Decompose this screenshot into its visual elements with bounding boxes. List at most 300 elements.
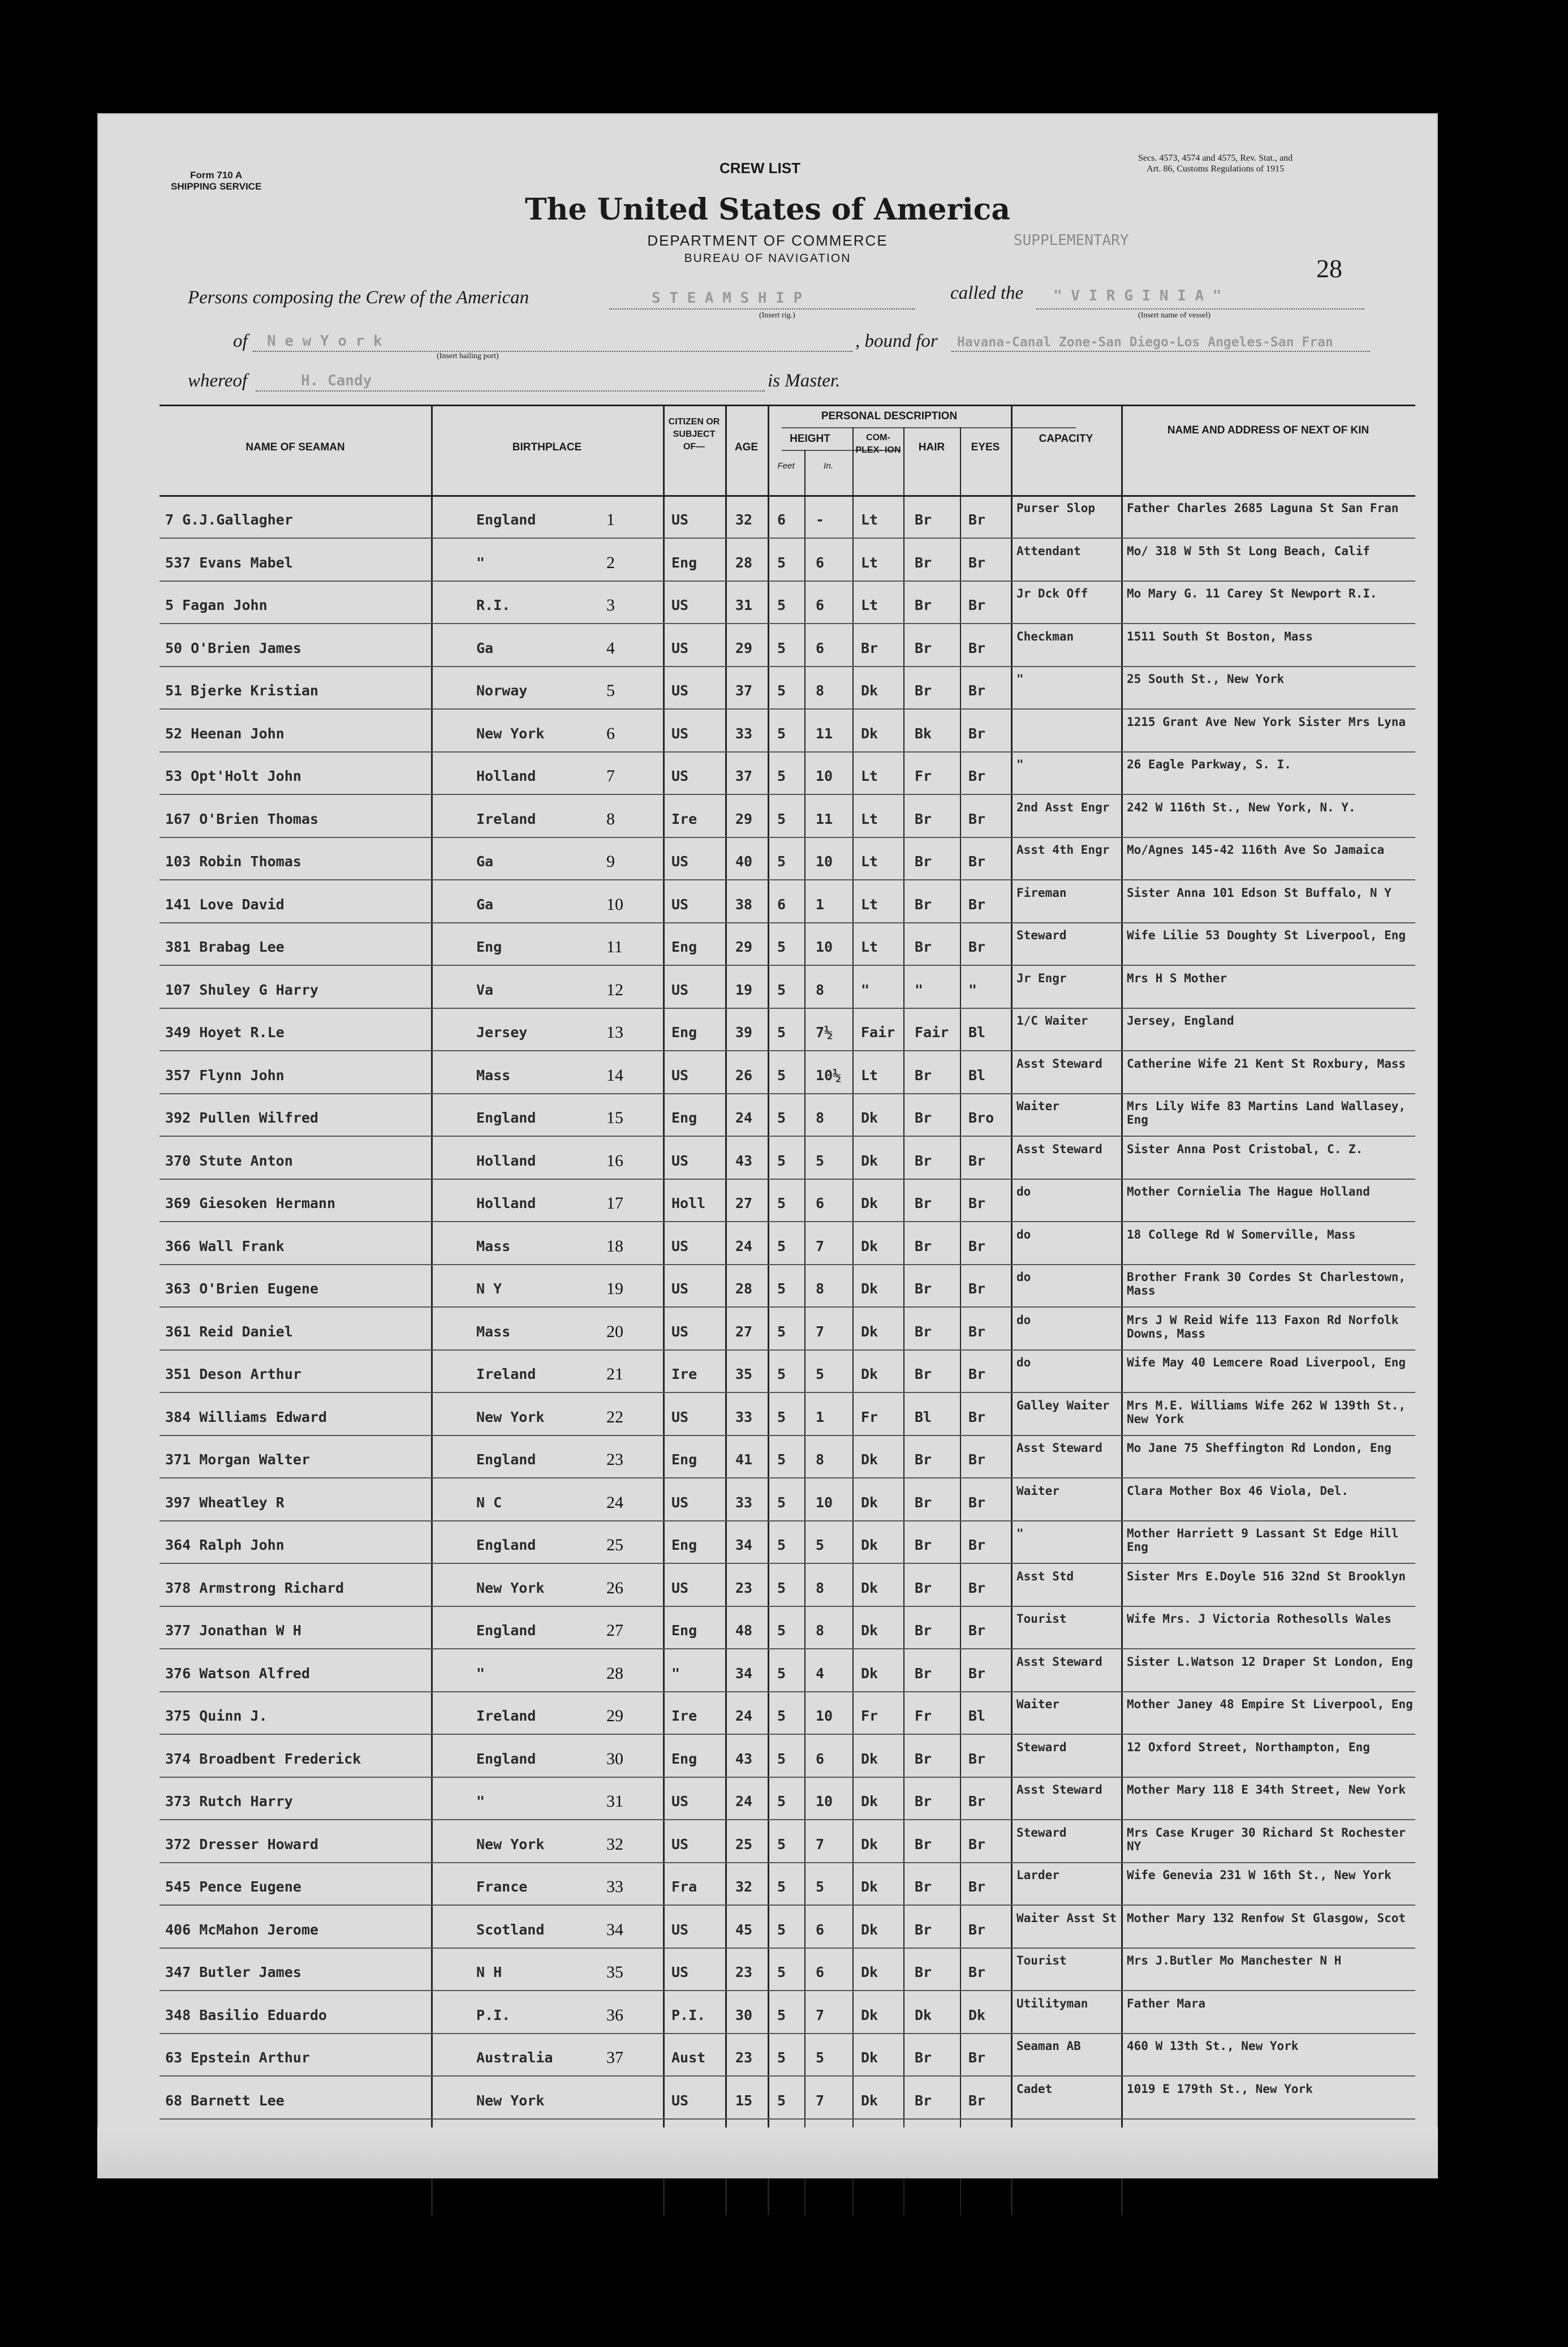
row-number: 3 [606,596,615,614]
hair: Br [915,1237,932,1254]
birthplace: England [476,1537,536,1553]
height-feet: 5 [777,1152,786,1169]
complexion: Lt [861,810,878,827]
eyes: " [968,981,977,998]
complexion: Dk [861,725,878,742]
row-number: 36 [606,2005,623,2024]
citizenship: Eng [671,1537,697,1553]
age: 38 [735,896,753,913]
seaman-name: 103 Robin Thomas [165,853,301,870]
height-feet: 5 [777,1366,786,1382]
eyes: Br [968,725,986,742]
row-number: 20 [606,1322,623,1341]
row-rule [160,1563,1415,1564]
age: 27 [735,1195,753,1211]
height-feet: 5 [777,768,786,784]
hair: Br [915,1152,932,1169]
complexion: Lt [861,896,878,913]
header-feet: Feet [777,461,795,471]
birthplace: New York [476,725,545,742]
complexion: Dk [861,1366,878,1382]
next-of-kin: Wife May 40 Lemcere Road Liverpool, Eng [1127,1356,1406,1369]
seaman-name: 537 Evans Mabel [165,554,293,571]
capacity: Jr Engr [1016,971,1067,985]
row-rule [160,1990,1415,1991]
hair: Fr [915,768,932,784]
seaman-name: 107 Shuley G Harry [165,981,318,998]
row-rule [160,1050,1415,1051]
eyes: Br [968,1280,986,1297]
citizenship: P.I. [671,2006,706,2023]
height-inches: 6 [816,1195,825,1211]
row-number: 10 [606,895,623,914]
birthplace: Mass [476,1237,511,1254]
header-capacity: CAPACITY [1039,433,1093,445]
seaman-name: 361 Reid Daniel [165,1323,293,1340]
row-number: 4 [606,638,615,657]
height-feet: 5 [777,1879,786,1895]
height-inches: 8 [816,1579,825,1596]
complexion: Dk [861,1195,878,1211]
age: 34 [735,1665,753,1682]
height-feet: 5 [777,1665,786,1682]
row-rule [160,623,1415,624]
seaman-name: 545 Pence Eugene [165,1879,301,1895]
header-eyes: EYES [971,441,1000,453]
row-rule [160,2075,1415,2077]
seaman-name: 364 Ralph John [165,1537,285,1553]
eyes: Br [968,1622,986,1639]
row-number: 6 [606,724,615,743]
capacity: 2nd Asst Engr [1016,800,1110,814]
seaman-name: 376 Watson Alfred [165,1665,310,1682]
complexion: Dk [861,1921,878,1938]
row-rule [160,1905,1415,1906]
hair: Br [915,853,932,870]
birthplace: Ireland [476,810,536,827]
height-feet: 5 [777,1836,786,1852]
row-number: 28 [606,1663,623,1683]
capacity: Purser Slop [1016,501,1096,515]
height-feet: 5 [777,2092,786,2109]
eyes: Bro [968,1110,994,1126]
age: 29 [735,810,753,827]
age: 33 [735,725,753,742]
row-rule [160,708,1415,710]
hair: Br [915,1067,932,1084]
birthplace: Ga [476,896,494,913]
row-rule [160,1477,1415,1478]
next-of-kin: 460 W 13th St., New York [1127,2039,1299,2053]
row-rule [160,1136,1415,1137]
hair: Br [915,1921,932,1938]
age: 15 [735,2092,753,2109]
birthplace: England [476,1750,536,1767]
eyes: Bl [968,1067,986,1084]
row-number: 18 [606,1236,623,1256]
hair: Br [915,1622,932,1639]
seaman-name: 357 Flynn John [165,1067,285,1084]
header-kin: NAME AND ADDRESS OF NEXT OF KIN [1167,424,1369,436]
height-inches: 4 [816,1665,825,1682]
row-number: 25 [606,1536,623,1554]
next-of-kin: Wife Genevia 231 W 16th St., New York [1127,1868,1392,1882]
next-of-kin: 1511 South St Boston, Mass [1127,629,1313,643]
seaman-name: 406 McMahon Jerome [165,1921,318,1938]
capacity: Seaman AB [1016,2039,1081,2053]
next-of-kin: 1019 E 179th St., New York [1127,2082,1313,2096]
capacity: 1/C Waiter [1016,1014,1088,1028]
citizenship: Ire [671,1366,697,1382]
age: 24 [735,1708,753,1724]
form-number [171,170,261,192]
eyes: Dk [968,2006,986,2023]
height-feet: 5 [777,1323,786,1340]
complexion: Dk [861,2006,878,2023]
hair: Br [915,896,932,913]
complexion: Dk [861,1579,878,1596]
service-text: SHIPPING SERVICE [171,181,262,192]
row-number: 22 [606,1407,623,1426]
age: 30 [735,2006,753,2023]
birthplace: New York [476,1836,545,1852]
birthplace: Mass [476,1067,511,1084]
row-rule [160,837,1415,838]
complexion: Dk [861,1237,878,1254]
height-inches: 10 [816,1708,833,1724]
height-feet: 5 [777,810,786,827]
height-feet: 5 [777,1280,786,1297]
capacity: Steward [1016,1740,1067,1754]
header-hair: HAIR [918,441,945,453]
row-rule [160,965,1415,966]
age: 31 [735,597,753,613]
hair: Br [915,682,932,699]
age: 28 [735,554,753,571]
height-inches: 10 [816,768,833,784]
birthplace: " [476,1793,485,1809]
row-number: 35 [606,1963,623,1981]
capacity: Asst Steward [1016,1441,1102,1455]
hair: Bl [915,1408,932,1425]
capacity: Tourist [1016,1954,1067,1967]
row-rule [160,1819,1415,1820]
seaman-name: 348 Basilio Eduardo [165,2006,327,2023]
hair: Br [915,1879,932,1895]
eyes: Br [968,1750,986,1767]
capacity: Waiter [1016,1697,1059,1711]
seaman-name: 51 Bjerke Kristian [165,682,318,699]
hair: Br [915,1451,932,1468]
citizenship: Eng [671,554,697,571]
next-of-kin: Mrs J W Reid Wife 113 Faxon Rd Norfolk Downs, Mass [1127,1313,1399,1340]
next-of-kin: Mother Janey 48 Empire St Liverpool, Eng [1127,1697,1413,1711]
height-feet: 5 [777,1622,786,1639]
hair: Br [915,1836,932,1852]
birthplace: New York [476,2092,545,2109]
height-inches: 11 [816,810,833,827]
seaman-name: 7 G.J.Gallagher [165,511,293,528]
next-of-kin: 12 Oxford Street, Northampton, Eng [1127,1740,1370,1754]
next-of-kin: Sister Anna 101 Edson St Buffalo, N Y [1127,886,1392,900]
capacity: Asst Std [1016,1569,1074,1583]
hair: Br [915,1750,932,1767]
row-rule [160,1179,1415,1180]
capacity: Larder [1016,1868,1059,1882]
row-number: 31 [606,1792,623,1811]
age: 41 [735,1451,753,1468]
citizenship: Holl [671,1195,706,1211]
height-feet: 5 [777,981,786,998]
next-of-kin: 25 South St., New York [1127,672,1285,686]
age: 43 [735,1152,753,1169]
complexion: Lt [861,511,878,528]
citizenship: Eng [671,1024,697,1041]
hair: " [915,981,924,998]
row-number: 14 [606,1065,623,1085]
row-rule [160,922,1415,923]
next-of-kin: Mother Mary 132 Renfow St Glasgow, Scot [1127,1911,1406,1925]
height-inches: 7½ [816,1024,833,1041]
row-rule [160,1306,1415,1308]
height-feet: 5 [777,2049,786,2066]
eyes: Br [968,896,986,913]
eyes: Br [968,1366,986,1382]
birthplace: " [476,554,485,571]
capacity: do [1016,1313,1031,1327]
hair: Br [915,1110,932,1126]
row-rule [160,879,1415,880]
row-number: 37 [606,2048,623,2067]
header-birthplace: BIRTHPLACE [512,441,582,453]
citizenship: Eng [671,939,697,955]
age: 33 [735,1494,753,1511]
row-rule [160,794,1415,795]
height-feet: 6 [777,511,786,528]
hair: Br [915,639,932,656]
header-name: NAME OF SEAMAN [245,441,345,453]
next-of-kin: Sister L.Watson 12 Draper St London, Eng [1127,1654,1413,1669]
seaman-name: 50 O'Brien James [165,639,301,656]
eyes: Br [968,1665,986,1682]
eyes: Br [968,2092,986,2109]
age: 24 [735,1793,753,1809]
row-number: 13 [606,1023,623,1042]
seaman-name: 375 Quinn J. [165,1708,268,1724]
hair: Br [915,810,932,827]
row-number: 8 [606,809,615,828]
height-inches: 10 [816,853,833,870]
eyes: Br [968,1451,986,1468]
row-rule [160,1435,1415,1436]
row-number: 32 [606,1834,623,1854]
citizenship: US [671,1964,689,1980]
age: 29 [735,639,753,656]
citizenship: US [671,768,689,784]
height-inches: 5 [816,1879,825,1895]
row-rule [160,1349,1415,1351]
row-rule [160,1221,1415,1222]
height-inches: 7 [816,2006,825,2023]
row-rule [160,538,1415,539]
eyes: Bl [968,1708,986,1724]
complexion: Fr [861,1708,878,1724]
citizenship: US [671,853,689,870]
next-of-kin: Mo Mary G. 11 Carey St Newport R.I. [1127,587,1377,600]
eyes: Br [968,1964,986,1980]
statutes-line-2: Art. 86, Customs Regulations of 1915 [1147,164,1285,174]
seaman-name: 378 Armstrong Richard [165,1579,344,1596]
height-feet: 5 [777,1708,786,1724]
country-title: The United States of America [524,192,1011,227]
hair: Br [915,554,932,571]
birthplace: Ireland [476,1708,536,1724]
next-of-kin: Sister Mrs E.Doyle 516 32nd St Brooklyn [1127,1569,1406,1583]
age: 27 [735,1323,753,1340]
seaman-name: 366 Wall Frank [165,1237,285,1254]
row-rule [160,2118,1415,2120]
height-inches: 5 [816,1152,825,1169]
eyes: Br [968,597,986,613]
seaman-name: 141 Love David [165,896,285,913]
complexion: Dk [861,1152,878,1169]
header-personal: PERSONAL DESCRIPTION [821,410,958,422]
master-label: is Master. [768,371,841,391]
seaman-name: 384 Williams Edward [165,1408,327,1425]
capacity: Tourist [1016,1612,1067,1626]
seaman-name: 63 Epstein Arthur [165,2049,310,2066]
birthplace: Ga [476,853,494,870]
complexion: Lt [861,1067,878,1084]
eyes: Br [968,1793,986,1809]
capacity: " [1016,1527,1024,1540]
citizenship: Eng [671,1750,697,1767]
row-rule [160,1606,1415,1607]
height-inches: 8 [816,981,825,998]
complexion: Br [861,639,878,656]
citizenship: Aust [671,2049,706,2066]
capacity: Asst Steward [1016,1783,1102,1796]
capacity: Waiter [1016,1484,1059,1498]
capacity: Checkman [1016,629,1074,643]
citizenship: US [671,597,689,613]
eyes: Br [968,511,986,528]
complexion: Dk [861,1537,878,1553]
seaman-name: 397 Wheatley R [165,1494,285,1511]
height-feet: 5 [777,1750,786,1767]
citizenship: Fra [671,1879,697,1895]
seaman-name: 5 Fagan John [165,597,268,613]
citizenship: US [671,896,689,913]
birthplace: N H [476,1964,502,1980]
complexion: Lt [861,939,878,955]
citizenship: US [671,1494,689,1511]
next-of-kin: Mrs H S Mother [1127,971,1227,985]
supplementary-stamp: SUPPLEMENTARY [1014,232,1129,249]
header-age: AGE [734,441,759,453]
row-rule [160,2033,1415,2034]
header-citizen: CITIZEN OR SUBJECT OF— [668,417,720,452]
age: 25 [735,1836,753,1852]
seaman-name: 349 Hoyet R.Le [165,1024,285,1041]
complexion: Dk [861,2049,878,2066]
age: 33 [735,1408,753,1425]
hair: Br [915,2092,932,2109]
next-of-kin: Mother Harriett 9 Lassant St Edge Hill Eng [1127,1527,1399,1554]
height-feet: 5 [777,2006,786,2023]
row-number: 33 [606,1877,623,1896]
next-of-kin: Jersey, England [1127,1014,1234,1028]
eyes: Br [968,1579,986,1596]
height-inches: 6 [816,554,825,571]
birthplace: New York [476,1579,545,1596]
height-feet: 5 [777,639,786,656]
row-number: 16 [606,1151,623,1170]
next-of-kin: 18 College Rd W Somerville, Mass [1127,1227,1356,1241]
next-of-kin: Mo/Agnes 145-42 116th Ave So Jamaica [1127,843,1385,857]
next-of-kin: Mrs Case Kruger 30 Richard St Rochester NY [1127,1825,1406,1853]
birthplace: Va [476,981,494,998]
row-number: 11 [606,938,623,956]
next-of-kin: Mrs J.Butler Mo Manchester N H [1127,1954,1342,1967]
age: 24 [735,1237,753,1254]
height-inches: 8 [816,1451,825,1468]
height-feet: 5 [777,1964,786,1980]
height-feet: 5 [777,1024,786,1041]
citizenship: Eng [671,1110,697,1126]
citizenship: US [671,1793,689,1809]
citizenship: US [671,981,689,998]
hair: Br [915,1964,932,1980]
citizenship: US [671,1579,689,1596]
birthplace: N C [476,1494,502,1511]
birthplace: France [476,1879,528,1895]
birthplace: Mass [476,1323,511,1340]
capacity: Asst Steward [1016,1654,1102,1669]
page-number: 28 [1316,254,1342,283]
next-of-kin: Wife Mrs. J Victoria Rothesolls Wales [1127,1612,1392,1626]
torn-edge [97,2127,1438,2178]
eyes: Br [968,939,986,955]
seaman-name: 369 Giesoken Hermann [165,1195,336,1211]
height-feet: 5 [777,1067,786,1084]
hair: Br [915,1793,932,1809]
hair: Br [915,1665,932,1682]
row-rule [160,1264,1415,1265]
citizenship: US [671,1280,689,1297]
row-rule [160,1734,1415,1735]
next-of-kin: Brother Frank 30 Cordes St Charlestown, Mass [1127,1270,1406,1297]
birthplace: Jersey [476,1024,528,1041]
citizenship: US [671,2092,689,2109]
capacity: do [1016,1270,1031,1284]
height-feet: 5 [777,597,786,613]
complexion: Dk [861,1836,878,1852]
header-complexion: COM- PLEX- ION [855,433,901,455]
eyes: Br [968,810,986,827]
hair: Br [915,1579,932,1596]
eyes: Br [968,768,986,784]
capacity: Asst Steward [1016,1056,1102,1071]
citizenship: US [671,725,689,742]
capacity: Galley Waiter [1016,1398,1110,1412]
age: 19 [735,981,753,998]
eyes: Br [968,1195,986,1211]
height-inches: 8 [816,1622,825,1639]
height-inches: 11 [816,725,833,742]
seaman-name: 167 O'Brien Thomas [165,810,318,827]
complexion: Dk [861,1451,878,1468]
